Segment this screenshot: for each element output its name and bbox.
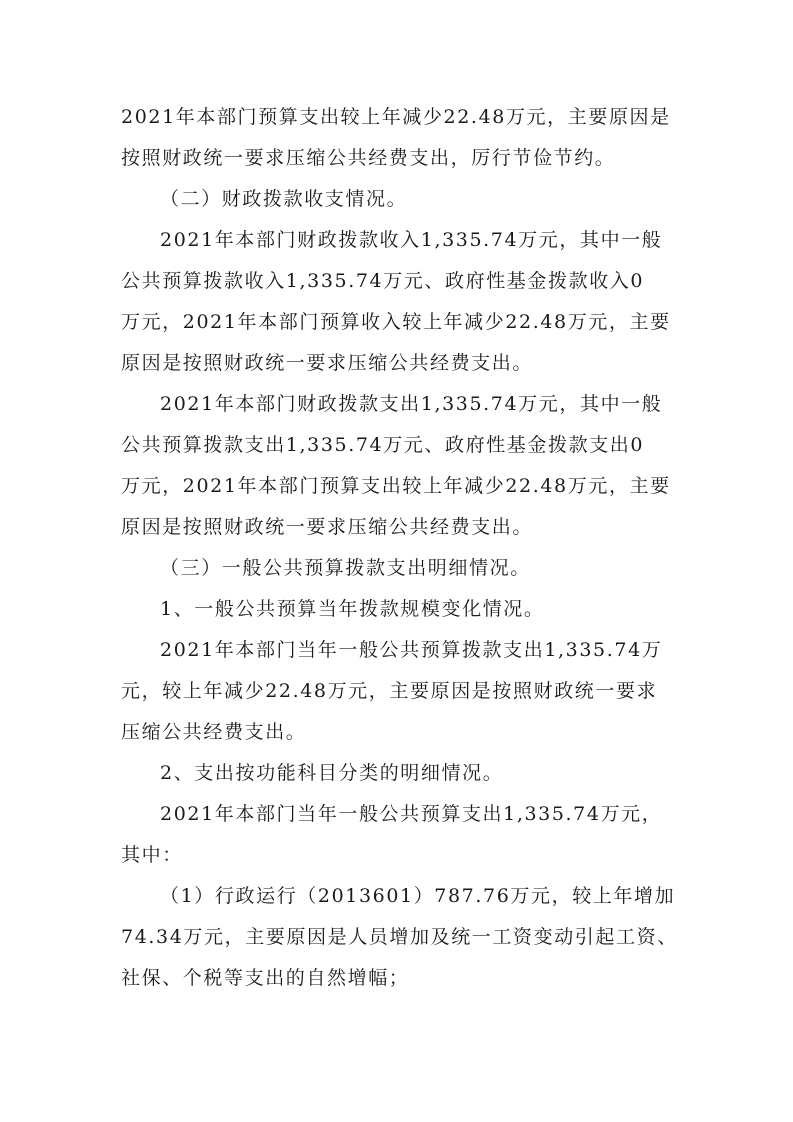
- text-line-10: 万元，2021年本部门预算支出较上年减少22.48万元，主要: [121, 475, 671, 497]
- section-heading-2: （二）财政拨款收支情况。: [160, 188, 408, 210]
- text-line-5: 公共预算拨款收入1,335.74万元、政府性基金拨款收入0: [121, 270, 645, 292]
- text-line-22: 社保、个税等支出的自然增幅；: [121, 967, 410, 989]
- subsection-heading-1: 1、一般公共预算当年拨款规模变化情况。: [160, 598, 545, 620]
- text-line-16: 压缩公共经费支出。: [121, 721, 307, 743]
- text-line-20: （1）行政运行（2013601）787.76万元，较上年增加: [160, 885, 676, 907]
- text-line-15: 元，较上年减少22.48万元，主要原因是按照财政统一要求: [121, 680, 658, 702]
- section-heading-3: （三）一般公共预算拨款支出明细情况。: [160, 557, 531, 579]
- text-line-9: 公共预算拨款支出1,335.74万元、政府性基金拨款支出0: [121, 434, 645, 456]
- text-line-7: 原因是按照财政统一要求压缩公共经费支出。: [121, 352, 534, 374]
- text-line-19: 其中：: [121, 844, 183, 866]
- text-line-11: 原因是按照财政统一要求压缩公共经费支出。: [121, 516, 534, 538]
- text-line-8: 2021年本部门财政拨款支出1,335.74万元，其中一般: [160, 393, 663, 415]
- text-line-6: 万元，2021年本部门预算收入较上年减少22.48万元，主要: [121, 311, 671, 333]
- text-line-2: 按照财政统一要求压缩公共经费支出，厉行节俭节约。: [121, 147, 616, 169]
- text-line-21: 74.34万元，主要原因是人员增加及统一工资变动引起工资、: [121, 926, 678, 948]
- text-line-14: 2021年本部门当年一般公共预算拨款支出1,335.74万: [160, 639, 663, 661]
- text-line-1: 2021年本部门预算支出较上年减少22.48万元，主要原因是: [121, 106, 671, 128]
- text-line-4: 2021年本部门财政拨款收入1,335.74万元，其中一般: [160, 229, 663, 251]
- text-line-18: 2021年本部门当年一般公共预算支出1,335.74万元，: [160, 803, 663, 825]
- subsection-heading-2: 2、支出按功能科目分类的明细情况。: [160, 762, 504, 784]
